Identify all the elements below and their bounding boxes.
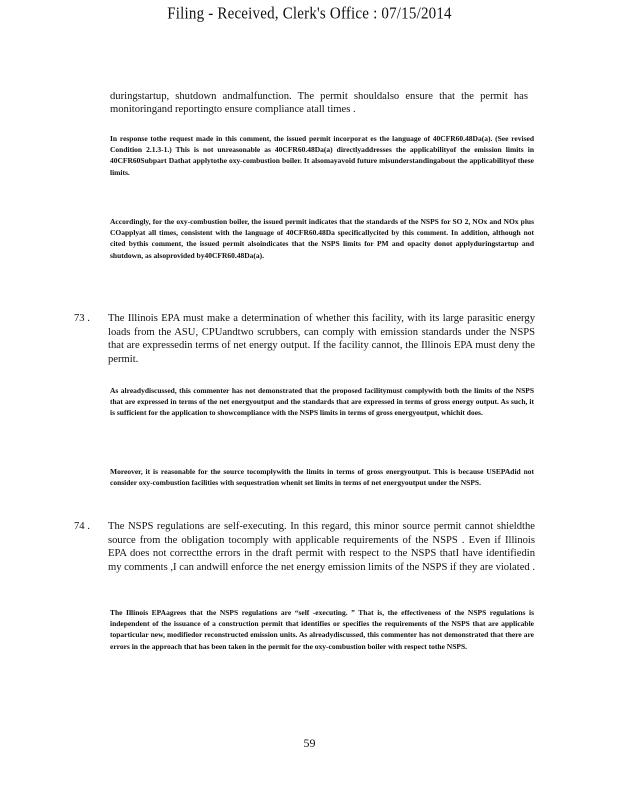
comment-item-74 — [74, 520, 535, 574]
filing-stamp-header: Filing - Received, Clerk's Office : 07/15/2014 — [167, 4, 452, 23]
response-paragraph: Moreover, it is reasonable for the source tocomplywith the limits in terms of gross energyoutput. This is because USEPAdid not consider oxy-combustion facilities with sequestration whenit set limits in terms of net energyoutput under the NSPS. — [110, 467, 534, 488]
page-number: 59 — [303, 736, 316, 750]
response-paragraph: The Illinois EPAagrees that the NSPS regulations are “self -executing. ” That is, the effectiveness of the NSPS regulations is independent of the issuance of a construction permit that identifies or specifies the requirements of the NSPS that are applicable toparticular new, modifiedor reconstructed emission units. As alreadydiscussed, this commenter has not demonstrated that there are errors in the approach that has been taken in the permit for the oxy-combustion boiler with respect tothe NSPS. — [110, 608, 534, 651]
comment-item-73 — [74, 312, 535, 366]
response-paragraph: Accordingly, for the oxy-combustion boiler, the issued permit indicates that the standards of the NSPS for SO 2, NOx and NOx plus COapplyat all times, consistent with the language of 40CFR60.48Da specificallycited by this comment. In addition, although not cited bythis comment, the issued permit alsoindicates that the NSPS limits for PM and opacity donot applyduringstartup and shutdown, as alsoprovided by40CFR60.48Da(a). — [110, 217, 534, 260]
comment-text: The NSPS regulations are self-executing. In this regard, this minor source permit cannot shieldthe source from the obligation tocomply with applicable requirements of the NSPS . Even if Illinois EPA does not correctthe errors in the draft permit with respect to the NSPS thatI have identifiedin my comments ,I can andwill enforce the net energy emission limits of the NSPS if they are violated . — [108, 521, 535, 573]
response-paragraph: As alreadydiscussed, this commenter has not demonstrated that the proposed facilitymust complywith both the limits of the NSPS that are expressed in terms of the net energyoutput and the standards that are expressed in terms of gross energy output. As such, it is sufficient for the application to showcompliance with the NSPS limits in terms of gross energyoutput, whichit does. — [110, 386, 534, 418]
comment-continuation: duringstartup, shutdown andmalfunction. The permit shouldalso ensure that the permit has monitoringand reportingto ensure compliance atall times . — [110, 91, 528, 115]
item-number: 74 . — [74, 521, 90, 532]
comment-text: The Illinois EPA must make a determination of whether this facility, with its large parasitic energy loads from the ASU, CPUandtwo scrubbers, can comply with emission standards under the NSPS that are expressedin terms of net energy output. If the facility cannot, the Illinois EPA must deny the permit. — [108, 313, 535, 365]
response-paragraph: In response tothe request made in this comment, the issued permit incorporat es the language of 40CFR60.48Da(a). (See revised Condition 2.1.3-1.) This is not unreasonable as 40CFR60.48Da(a) directlyaddresses the applicabilityof the emission limits in 40CFR60Subpart Dathat applytothe oxy-combustion boiler. It alsomayavoid future misunderstandingabout the applicabilityof these limits. — [110, 134, 534, 177]
item-number: 73 . — [74, 313, 90, 324]
